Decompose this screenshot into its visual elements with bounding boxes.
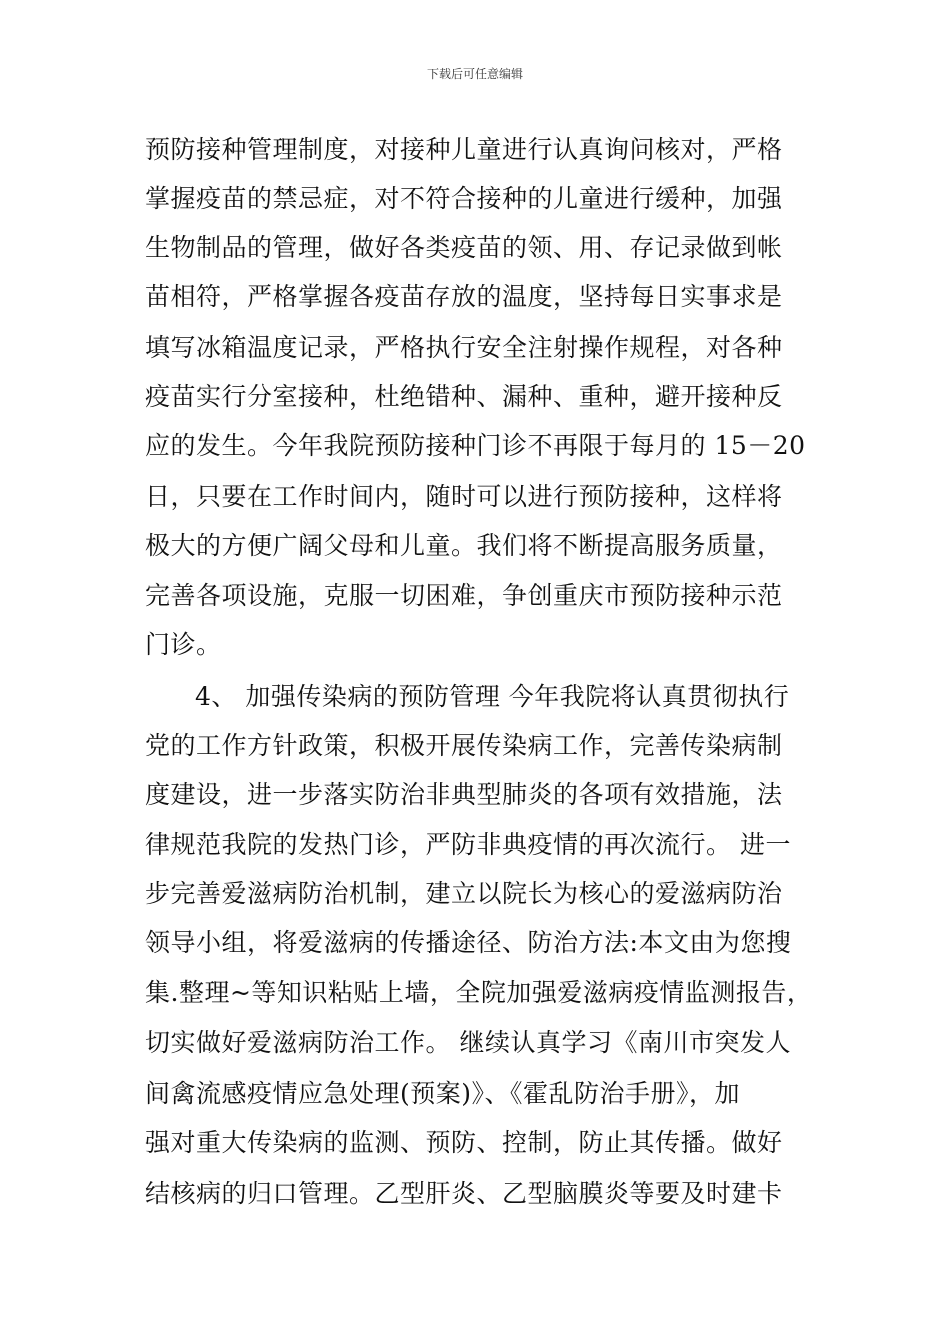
text-line: 间禽流感疫情应急处理(预案)》、《霍乱防治手册》，加 bbox=[145, 1079, 741, 1108]
text-line: 应的发生。今年我院预防接种门诊不再限于每月的 15－20 bbox=[145, 431, 806, 460]
page-header: 下载后可任意编辑 bbox=[426, 67, 523, 81]
text-line: 疫苗实行分室接种，杜绝错种、漏种、重种，避开接种反 bbox=[145, 382, 783, 411]
text-line: 生物制品的管理，做好各类疫苗的领、用、存记录做到帐 bbox=[145, 233, 783, 262]
text-line: 掌握疫苗的禁忌症，对不符合接种的儿童进行缓种，加强 bbox=[145, 184, 783, 213]
text-line: 门诊。 bbox=[145, 630, 222, 659]
text-line: 极大的方便广阔父母和儿童。我们将不断提高服务质量， bbox=[145, 531, 783, 560]
section-4-heading-line: 4、 加强传染病的预防管理 今年我院将认真贯彻执行 bbox=[195, 682, 790, 711]
text-line: 步完善爱滋病防治机制，建立以院长为核心的爱滋病防治 bbox=[145, 879, 783, 908]
text-line: 切实做好爱滋病防治工作。 继续认真学习《南川市突发人 bbox=[145, 1028, 791, 1057]
text-line: 填写冰箱温度记录，严格执行安全注射操作规程，对各种 bbox=[145, 333, 783, 362]
text-line: 党的工作方针政策，积极开展传染病工作，完善传染病制 bbox=[145, 731, 783, 760]
text-line: 日，只要在工作时间内，随时可以进行预防接种，这样将 bbox=[145, 482, 783, 511]
text-line: 强对重大传染病的监测、预防、控制，防止其传播。做好 bbox=[145, 1128, 783, 1157]
text-line: 领导小组，将爱滋病的传播途径、防治方法:本文由为您搜 bbox=[145, 928, 792, 957]
text-line: 完善各项设施，克服一切困难，争创重庆市预防接种示范 bbox=[145, 581, 783, 610]
text-line: 度建设，进一步落实防治非典型肺炎的各项有效措施，法 bbox=[145, 780, 783, 809]
text-line: 律规范我院的发热门诊，严防非典疫情的再次流行。 进一 bbox=[145, 830, 791, 859]
text-line: 集.整理~等知识粘贴上墙，全院加强爱滋病疫情监测报告， bbox=[145, 978, 813, 1007]
text-line: 苗相符，严格掌握各疫苗存放的温度，坚持每日实事求是 bbox=[145, 282, 783, 311]
text-line: 预防接种管理制度，对接种儿童进行认真询问核对，严格 bbox=[145, 135, 783, 164]
text-line: 结核病的归口管理。乙型肝炎、乙型脑膜炎等要及时建卡 bbox=[145, 1179, 783, 1208]
